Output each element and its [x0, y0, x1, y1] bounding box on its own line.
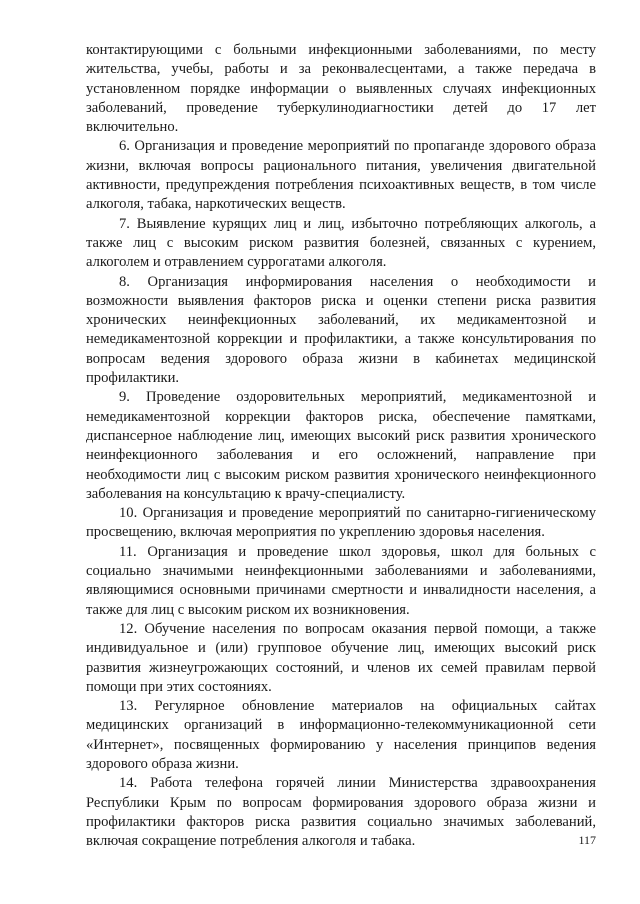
- page-number: 117: [578, 833, 596, 847]
- paragraph-item-10: 10. Организация и проведение мероприятий по санитарно-гигиеническому просвещению, включая мероприятия по укреплению здоровья населения.: [86, 505, 596, 541]
- paragraph-item-13: 13. Регулярное обновление материалов на официальных сайтах медицинских организаций в информационно-телекоммуникационной сети «Интернет», посвященных формированию у населения принципов ведения здорового образа жизни.: [86, 698, 596, 772]
- paragraph-continuation: контактирующими с больными инфекционными заболеваниями, по месту жительства, учебы, работы и за реконвалесцентами, а также передача в установленном порядке информации о выявленных случаях инфекционных заболеваний, проведение туберкулинодиагностики детей до 17 лет включительно.: [86, 42, 596, 136]
- paragraph-item-6: 6. Организация и проведение мероприятий по пропаганде здорового образа жизни, включая вопросы рационального питания, увеличения двигательной активности, предупреждения потребления психоактивных веществ, в том числе алкоголя, табака, наркотических веществ.: [86, 138, 596, 213]
- document-body: [86, 41, 596, 851]
- paragraph-item-12: 12. Обучение населения по вопросам оказания первой помощи, а также индивидуальное и (или) групповое обучение лиц, имеющих высокий риск развития жизнеугрожающих состояний, и членов их семей правилам первой помощи при этих состояниях.: [86, 620, 596, 695]
- paragraph-item-7: 7. Выявление курящих лиц и лиц, избыточно потребляющих алкоголь, а также лиц с высоким риском развития болезней, связанных с курением, алкоголем и отравлением суррогатами алкоголя.: [86, 215, 596, 271]
- paragraph-item-14: 14. Работа телефона горячей линии Министерства здравоохранения Республики Крым по вопросам формирования здорового образа жизни и профилактики факторов риска развития социально значимых заболеваний, включая сокращение потребления алкоголя и табака.: [86, 775, 596, 850]
- paragraph-item-11: 11. Организация и проведение школ здоровья, школ для больных с социально значимыми неинфекционными заболеваниями и заболеваниями, являющимися основными причинами смертности и инвалидности населения, а также для лиц с высоким риском их возникновения.: [86, 543, 596, 618]
- paragraph-item-9: 9. Проведение оздоровительных мероприятий, медикаментозной и немедикаментозной коррекции факторов риска, обеспечение памятками, диспансерное наблюдение лиц, имеющих высокий риск развития хронического неинфекционного заболевания и его осложнений, направление при необходимости лиц с высоким риском развития хронического неинфекционного заболевания на консультацию к врачу-специалисту.: [86, 389, 596, 502]
- paragraph-item-8: 8. Организация информирования населения о необходимости и возможности выявления факторов риска и оценки степени риска развития хронических неинфекционных заболеваний, их медикаментозной и немедикаментозной коррекции и профилактики, а также консультирования по вопросам ведения здорового образа жизни в кабинетах медицинской профилактики.: [86, 273, 596, 387]
